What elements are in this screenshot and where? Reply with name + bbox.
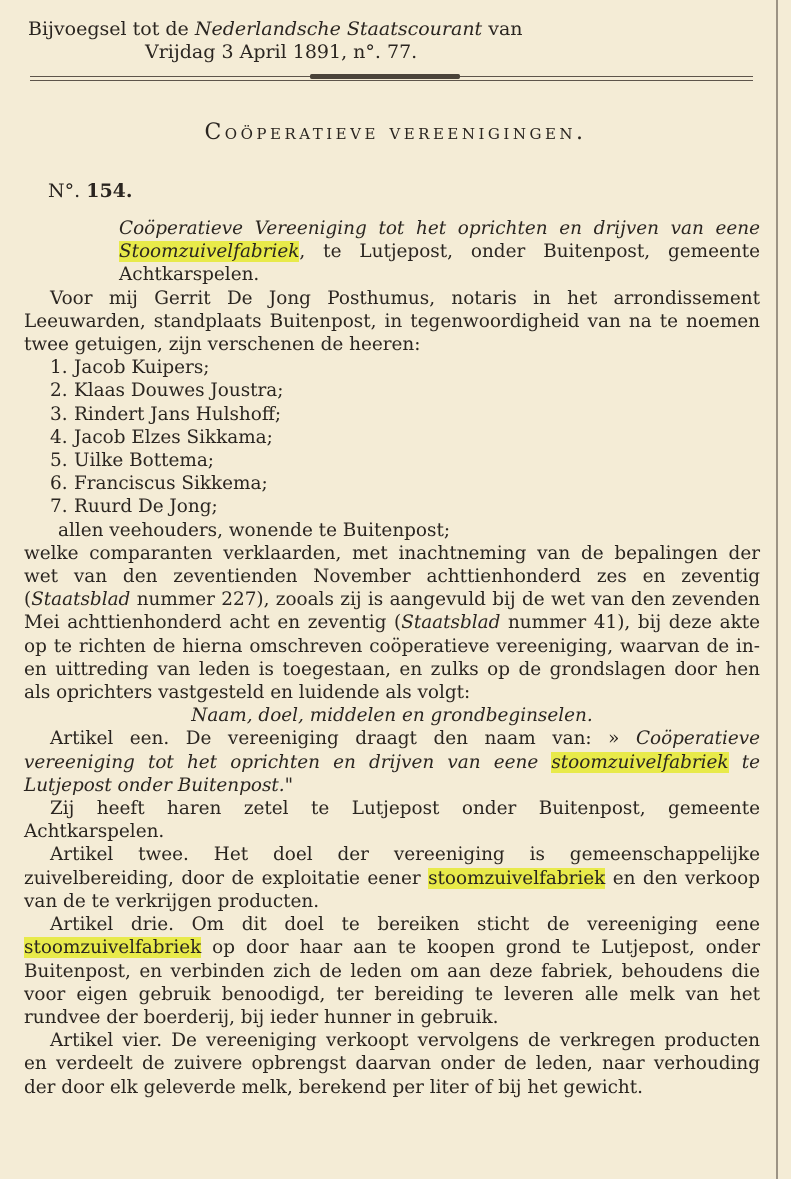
person-name: Ruurd De Jong;	[74, 496, 218, 518]
intro-paragraph: Voor mij Gerrit De Jong Posthumus, notaris in het arrondissement Leeuwarden, standplaats Buitenpost, in tegenwoordigheid van na te noemen twee getuigen, zijn verschenen de heeren:	[24, 287, 760, 356]
article-2	[24, 843, 760, 913]
staatsblad-ref-1: Staatsblad	[31, 589, 131, 611]
list-number: 5.	[50, 450, 68, 472]
number-prefix: N°.	[48, 180, 81, 202]
art3-post: op door haar aan te koopen grond te Lutjepost, onder Buitenpost, en verbinden zich de leden om aan deze fabriek, behoudens die voor eigen gebruik benoodigd, ter bereiding te leveren alle melk van het rundvee der boerderij, bij ieder hunner in gebruik.	[24, 937, 760, 1028]
article-4: Artikel vier. De vereeniging verkoopt vervolgens de verkregen producten en verdeelt de zuivere opbrengst daarvan onder de leden, naar verhouding der door elk geleverde melk, berekend per liter of bij het gewicht.	[24, 1030, 760, 1098]
section-title: Coöperatieve vereenigingen.	[204, 120, 587, 145]
title-highlight: Stoomzuivelfabriek	[119, 241, 300, 263]
title-italic: Coöperatieve Vereeniging tot het oprichten en drijven van eene	[119, 218, 760, 239]
zetel-paragraph: Zij heeft haren zetel te Lutjepost onder Buitenpost, gemeente Achtkarspelen.	[24, 798, 760, 843]
welke-part-2: nummer 227), zooals zij is aangevuld bij de wet van den zevenden Mei achttienhonderd acht en zeventig (	[24, 589, 760, 634]
header-line-1	[28, 18, 768, 41]
subheading: Naam, doel, middelen en grondbeginselen.	[191, 705, 593, 727]
header	[28, 18, 768, 64]
art1-italic-2: te Lutjepost onder Buitenpost.	[24, 751, 760, 796]
art1-highlight: stoomzuivelfabriek	[551, 751, 729, 773]
allen-line: allen veehouders, wonende te Buitenpost;	[58, 519, 451, 541]
art2-pre: Artikel twee. Het doel der vereeniging is gemeenschappelijke zuivelbereiding, door de exploitatie eener	[24, 844, 760, 889]
title-rest: , te Lutjepost, onder Buitenpost, gemeente Achtkarspelen.	[119, 241, 760, 286]
welke-part-3: nummer 41), bij deze akte op te richten de hierna omschreven coöperatieve vereeniging, waarvan de in- en uittreding van leden is toegestaan, en zulks op de grondslagen door hen als oprichters vastgesteld en luidende als volgt:	[24, 612, 760, 704]
page-edge-line	[776, 0, 778, 1179]
header-line-2: Vrijdag 3 April 1891, n°. 77.	[145, 41, 418, 63]
article-number	[48, 180, 133, 202]
list-number: 4.	[50, 426, 68, 448]
art2-highlight: stoomzuivelfabriek	[428, 867, 606, 889]
list-item	[24, 495, 760, 518]
art3-highlight: stoomzuivelfabriek	[24, 937, 202, 959]
list-item	[24, 403, 760, 426]
staatsblad-ref-2: Staatsblad	[401, 612, 501, 634]
header-suffix: van	[482, 18, 523, 40]
art2-post: en den verkoop van de te verkrijgen producten.	[24, 867, 760, 912]
list-item	[24, 356, 760, 379]
list-item	[24, 426, 760, 449]
art3-pre: Artikel drie. Om dit doel te bereiken sticht de vereeniging eene	[50, 914, 760, 936]
persons-list	[24, 356, 760, 518]
header-newspaper-name: Nederlandsche Staatscourant	[194, 18, 483, 40]
list-number: 1.	[50, 357, 68, 379]
person-name: Klaas Douwes Joustra;	[74, 380, 284, 402]
list-item	[24, 449, 760, 472]
list-number: 7.	[50, 496, 68, 518]
number-value: 154.	[86, 180, 133, 202]
art1-close-quote: "	[284, 774, 294, 796]
article-3	[24, 913, 760, 1029]
person-name: Rindert Jans Hulshoff;	[74, 403, 282, 425]
person-name: Uilke Bottema;	[74, 450, 214, 472]
list-number: 2.	[50, 380, 68, 402]
article-1	[24, 727, 760, 797]
welke-paragraph	[24, 542, 760, 704]
society-title	[24, 217, 760, 287]
person-name: Franciscus Sikkema;	[74, 473, 268, 495]
document-body	[24, 217, 760, 1099]
list-number: 6.	[50, 473, 68, 495]
art1-italic-1: Coöperatieve vereeniging tot het oprichten en drijven van eene	[24, 728, 760, 773]
welke-part-1: welke comparanten verklaarden, met inachtneming van de bepalingen der wet van den zeventienden November achttienhonderd zes en zeventig (	[24, 542, 760, 611]
person-name: Jacob Kuipers;	[74, 357, 210, 379]
header-rule-thick	[310, 74, 460, 79]
list-number: 3.	[50, 403, 68, 425]
art1-pre: Artikel een. De vereeniging draagt den naam van: »	[50, 728, 636, 750]
list-item	[24, 379, 760, 402]
header-prefix: Bijvoegsel tot de	[28, 18, 195, 40]
person-name: Jacob Elzes Sikkama;	[74, 426, 273, 448]
list-item	[24, 472, 760, 495]
